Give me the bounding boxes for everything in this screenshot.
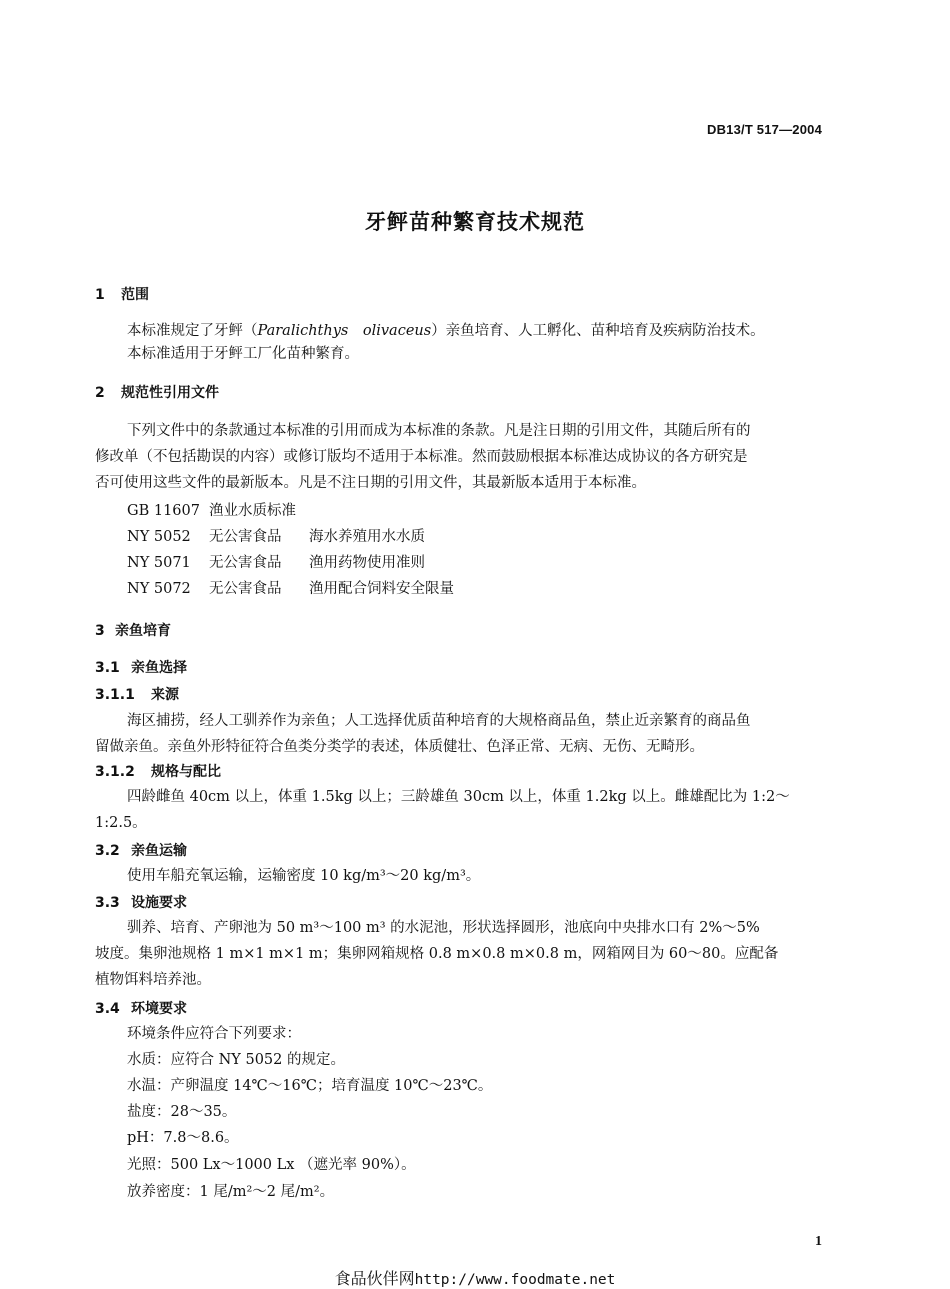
paragraph-line: 修改单（不包括勘误的内容）或修订版均不适用于本标准。然而鼓励根据本标准达成协议的各方研究是 [95,449,748,465]
reference-title: 渔用药物使用准则 [309,555,425,571]
requirement-item: 环境条件应符合下列要求： [127,1026,301,1042]
section-title: 亲鱼选择 [131,660,187,676]
requirement-item: 光照：500 Lx～1000 Lx （遮光率 90%）。 [127,1157,416,1173]
reference-title: 渔用配合饲料安全限量 [309,581,454,597]
section-3-heading [95,620,171,640]
section-number: 3.2 [95,843,120,859]
document-code: DB13/T 517—2004 [706,122,822,137]
text-run: ）亲鱼培育、人工孵化、苗种培育及疾病防治技术。 [431,323,765,339]
paragraph-line: 留做亲鱼。亲鱼外形特征符合鱼类分类学的表述，体质健壮、色泽正常、无病、无伤、无畸形。 [95,739,704,755]
reference-title: 渔业水质标准 [209,503,296,519]
reference-code: NY 5072 [127,581,191,597]
section-number: 1 [95,287,105,303]
reference-code: NY 5052 [127,529,191,545]
reference-item [127,553,425,573]
page-title: 牙鲆苗种繁育技术规范 [365,210,585,234]
reference-category: 无公害食品 [209,529,282,545]
subsection-3-4-heading [95,998,187,1018]
paragraph-line: 否可使用这些文件的最新版本。凡是不注日期的引用文件，其最新版本适用于本标准。 [95,475,646,491]
subsection-3-2-heading [95,840,187,860]
section-title: 规范性引用文件 [121,385,219,401]
section-title: 规格与配比 [151,764,221,780]
reference-item [127,527,425,547]
subsection-3-1-2-heading [95,761,221,781]
requirement-item: 盐度：28～35。 [127,1104,237,1120]
section-number: 3.3 [95,895,120,911]
reference-code: NY 5071 [127,555,191,571]
reference-category: 无公害食品 [209,581,282,597]
paragraph-line: 1:2.5。 [95,815,147,831]
section-2-heading [95,382,219,402]
section-number: 3 [95,623,105,639]
section-title: 环境要求 [131,1001,187,1017]
paragraph-line: 植物饵料培养池。 [95,972,211,988]
site-name: 食品伙伴网 [334,1269,415,1288]
reference-title: 海水养殖用水水质 [309,529,425,545]
paragraph-line: 四龄雌鱼 40cm 以上，体重 1.5kg 以上；三龄雄鱼 30cm 以上，体重 1.2kg 以上。雌雄配比为 1:2～ [127,789,790,805]
section-title: 亲鱼运输 [131,843,187,859]
site-url[interactable]: http://www.foodmate.net [414,1272,616,1288]
section-number: 3.1 [95,660,120,676]
requirement-item: pH：7.8～8.6。 [127,1130,239,1146]
section-1-heading [95,284,149,304]
section-number: 3.1.1 [95,687,135,703]
reference-category: 无公害食品 [209,555,282,571]
subsection-3-1-heading [95,657,187,677]
section-title: 范围 [121,287,149,303]
section-title: 设施要求 [131,895,187,911]
reference-item [127,579,454,599]
paragraph-line: 驯养、培育、产卵池为 50 m³～100 m³ 的水泥池，形状选择圆形，池底向中央排水口有 2%～5% [127,920,760,936]
subsection-3-1-1-heading [95,684,179,704]
reference-code: GB 11607 [127,503,200,519]
subsection-3-3-heading [95,892,187,912]
requirement-item: 水温：产卵温度 14℃～16℃；培育温度 10℃～23℃。 [127,1078,493,1094]
paragraph-line: 坡度。集卵池规格 1 m×1 m×1 m；集卵网箱规格 0.8 m×0.8 m×0.8 m，网箱网目为 60～80。应配备 [95,946,779,962]
paragraph-line: 下列文件中的条款通过本标准的引用而成为本标准的条款。凡是注日期的引用文件，其随后所有的 [127,423,751,439]
section-title: 亲鱼培育 [115,623,171,639]
paragraph: 本标准适用于牙鲆工厂化苗种繁育。 [127,346,359,362]
paragraph-line: 海区捕捞，经人工驯养作为亲鱼；人工选择优质苗种培育的大规格商品鱼，禁止近亲繁育的商品鱼 [127,713,751,729]
species-name: Paralichthys olivaceus [257,323,432,339]
text-run: 本标准规定了牙鲆（ [127,323,258,339]
paragraph-line: 使用车船充氧运输，运输密度 10 kg/m³～20 kg/m³。 [127,868,481,884]
section-title: 来源 [151,687,179,703]
page-number: 1 [815,1234,822,1249]
requirement-item: 放养密度：1 尾/m²～2 尾/m²。 [127,1184,335,1200]
requirement-item: 水质：应符合 NY 5052 的规定。 [127,1052,345,1068]
section-number: 3.4 [95,1001,120,1017]
reference-item [127,501,296,521]
section-number: 3.1.2 [95,764,135,780]
paragraph [127,321,765,341]
section-number: 2 [95,385,105,401]
